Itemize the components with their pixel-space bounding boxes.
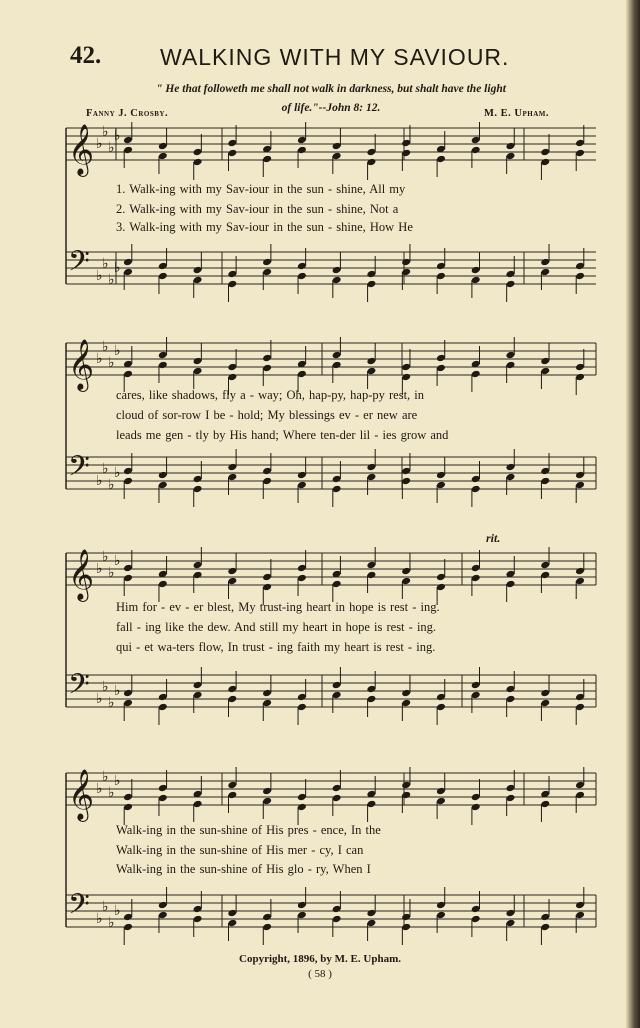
- flat-sign-icon: ♭: [114, 128, 121, 144]
- flat-sign-icon: ♭: [108, 915, 115, 931]
- flat-sign-icon: ♭: [96, 781, 103, 797]
- composer-credit: M. E. Upham.: [484, 108, 550, 119]
- copyright-notice: Copyright, 1896, by M. E. Upham.: [239, 953, 401, 965]
- flat-sign-icon: ♭: [108, 272, 115, 288]
- lyric-text: Him for - ev - er blest, My trust-ing heart in hope is rest - ing.: [116, 600, 440, 614]
- flat-sign-icon: ♭: [102, 339, 109, 355]
- flat-sign-icon: ♭: [102, 769, 109, 785]
- flat-sign-icon: ♭: [114, 773, 121, 789]
- lyricist-credit: Fanny J. Crosby.: [86, 108, 169, 119]
- lyric-text: qui - et wa-ters flow, In trust - ing faith my heart is rest - ing.: [116, 640, 436, 654]
- hymn-number: 42.: [70, 42, 102, 69]
- flat-sign-icon: ♭: [108, 477, 115, 493]
- flat-sign-icon: ♭: [96, 561, 103, 577]
- lyric-text: leads me gen - tly by His hand; Where ten-der lil - ies grow and: [116, 428, 449, 442]
- lyric-text: Walk-ing in the sun-shine of His pres - ence, In the: [116, 823, 381, 837]
- lyric-text: Walk-ing in the sun-shine of His mer - cy, I can: [116, 843, 364, 857]
- flat-sign-icon: ♭: [96, 473, 103, 489]
- flat-sign-icon: ♭: [114, 903, 121, 919]
- flat-sign-icon: ♭: [114, 465, 121, 481]
- lyric-line: [116, 862, 586, 880]
- epigraph-line: " He that followeth me shall not walk in darkness, but shalt have the light: [156, 83, 506, 95]
- flat-sign-icon: ♭: [102, 549, 109, 565]
- lyric-line: [116, 620, 586, 638]
- flat-sign-icon: ♭: [96, 268, 103, 284]
- lyric-text: 3. Walk-ing with my Sav-iour in the sun - shine, How He: [116, 220, 413, 234]
- bass-clef-icon: 𝄢: [68, 888, 90, 928]
- flat-sign-icon: ♭: [114, 343, 121, 359]
- bass-clef-icon: 𝄢: [68, 450, 90, 490]
- flat-sign-icon: ♭: [96, 691, 103, 707]
- treble-clef-icon: 𝄞: [68, 124, 95, 175]
- lyric-line: [116, 408, 586, 426]
- lyric-line: [116, 843, 586, 861]
- flat-sign-icon: ♭: [102, 899, 109, 915]
- flat-sign-icon: ♭: [108, 785, 115, 801]
- flat-sign-icon: ♭: [102, 679, 109, 695]
- treble-clef-icon: 𝄞: [68, 549, 95, 600]
- lyric-line: [116, 600, 586, 618]
- flat-sign-icon: ♭: [102, 256, 109, 272]
- lyric-line: [116, 202, 586, 220]
- music-system-2: [0, 335, 640, 510]
- lyric-text: cloud of sor-row I be - hold; My blessings ev - er new are: [116, 408, 418, 422]
- flat-sign-icon: ♭: [114, 553, 121, 569]
- lyric-text: 2. Walk-ing with my Sav-iour in the sun - shine, Not a: [116, 202, 399, 216]
- hymn-title: WALKING WITH MY SAVIOUR.: [160, 44, 510, 70]
- bass-clef-icon: 𝄢: [68, 668, 90, 708]
- lyric-text: cares, like shadows, fly a - way; Oh, hap-py, hap-py rest, in: [116, 388, 425, 402]
- lyric-line: [116, 220, 586, 238]
- flat-sign-icon: ♭: [108, 140, 115, 156]
- flat-sign-icon: ♭: [114, 683, 121, 699]
- flat-sign-icon: ♭: [102, 461, 109, 477]
- lyric-line: [116, 640, 586, 658]
- treble-clef-icon: 𝄞: [68, 769, 95, 820]
- lyric-line: [116, 428, 586, 446]
- lyric-text: 1. Walk-ing with my Sav-iour in the sun - shine, All my: [116, 182, 406, 196]
- flat-sign-icon: ♭: [108, 355, 115, 371]
- lyric-text: fall - ing like the dew. And still my heart in hope is rest - ing.: [116, 620, 437, 634]
- lyric-line: [116, 182, 586, 200]
- music-system-1: [0, 120, 640, 310]
- flat-sign-icon: ♭: [102, 124, 109, 140]
- ritardando-marking: rit.: [486, 531, 501, 545]
- flat-sign-icon: ♭: [96, 911, 103, 927]
- lyric-line: [116, 823, 586, 841]
- flat-sign-icon: ♭: [108, 565, 115, 581]
- page-number: ( 58 ): [308, 968, 332, 980]
- lyric-text: Walk-ing in the sun-shine of His glo - ry, When I: [116, 862, 371, 876]
- title-row: [70, 42, 590, 72]
- music-system-3: [0, 531, 640, 725]
- flat-sign-icon: ♭: [108, 695, 115, 711]
- flat-sign-icon: ♭: [96, 351, 103, 367]
- epigraph-line: of life."--John 8: 12.: [281, 102, 381, 114]
- music-system-4: [0, 765, 640, 950]
- bass-clef-icon: 𝄢: [68, 245, 90, 285]
- lyric-line: [116, 388, 586, 406]
- flat-sign-icon: ♭: [114, 260, 121, 276]
- treble-clef-icon: 𝄞: [68, 339, 95, 390]
- flat-sign-icon: ♭: [96, 136, 103, 152]
